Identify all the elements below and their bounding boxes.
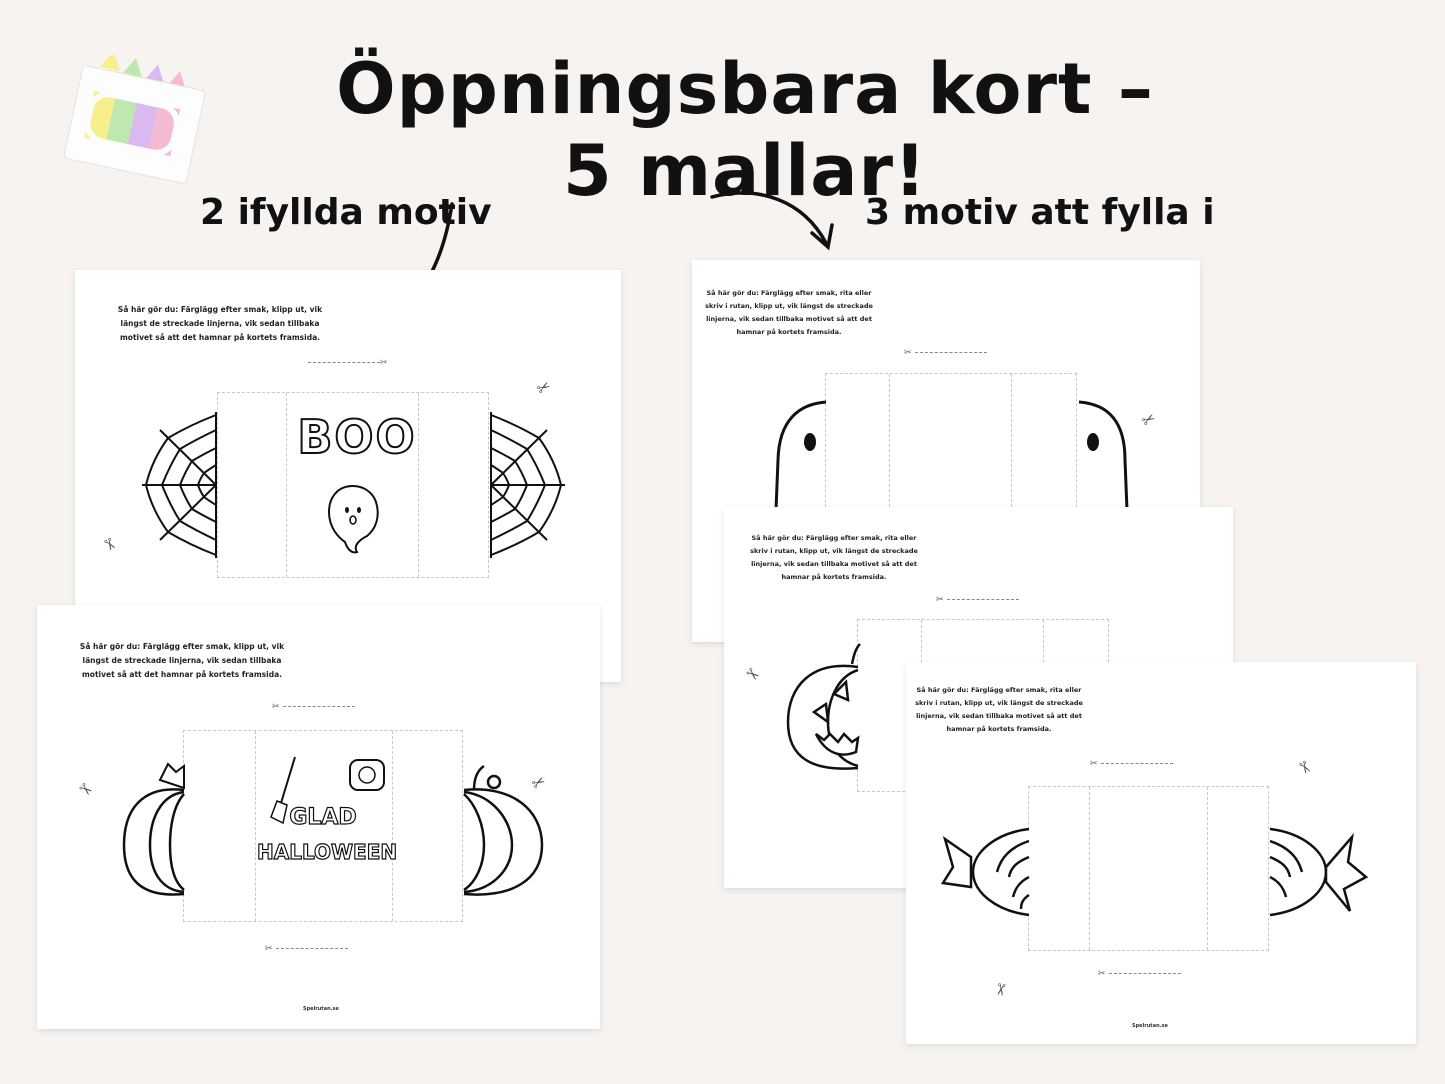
caption-filled-motifs: 2 ifyllda motiv xyxy=(200,192,492,233)
footer-text: Spelrutan.se xyxy=(303,1006,339,1012)
halloween-text: HALLOWEEN xyxy=(257,840,398,864)
card-sheet-candy xyxy=(906,662,1416,1044)
page-title: Öppningsbara kort – 5 mallar! xyxy=(336,48,1154,212)
scissors-icon: ✂ xyxy=(528,770,550,795)
scissors-icon: ✂ xyxy=(1138,407,1160,432)
scissors-icon: ✂ xyxy=(74,777,97,802)
instructions-text: Så här gör du: Färglägg efter smak, rita eller skriv i rutan, klipp ut, vik längst de streckade linjerna, vik sedan tillbaka motivet så att det hamnar på kortets framsida. xyxy=(915,686,1083,733)
pumpkin-left-icon xyxy=(122,760,186,900)
card-panel xyxy=(1028,786,1269,951)
glad-text: GLAD xyxy=(289,805,357,830)
cut-line: ✂ xyxy=(272,702,355,712)
spider-web-left-icon xyxy=(140,410,220,560)
scissors-icon: ✂ xyxy=(741,662,764,687)
jack-o-lantern-icon xyxy=(786,642,860,772)
candy-left-icon xyxy=(941,827,1031,917)
cut-line: ✂ xyxy=(936,595,1019,605)
candy-right-icon xyxy=(1268,827,1368,917)
cut-line: ✂ xyxy=(265,944,348,954)
scissors-icon: ✂ xyxy=(533,375,555,400)
ghost-left-icon xyxy=(774,400,828,510)
scissors-icon: ✂ xyxy=(990,981,1012,998)
footer-text: Spelrutan.se xyxy=(1132,1023,1168,1029)
instructions-text: Så här gör du: Färglägg efter smak, klipp ut, vik längst de streckade linjerna, vik sedan tillbaka motivet så att det hamnar på kortets framsida. xyxy=(79,642,285,679)
boo-text: BOO xyxy=(297,410,417,464)
arrow-down-right-icon xyxy=(708,185,838,255)
instructions-text: Så här gör du: Färglägg efter smak, klipp ut, vik längst de streckade linjerna, vik sedan tillbaka motivet så att det hamnar på kortets framsida. xyxy=(117,305,323,342)
scissors-icon: ✂ xyxy=(98,533,122,556)
cut-line: ✂ xyxy=(305,358,388,368)
ghost-right-icon xyxy=(1077,400,1131,510)
crayon-box-icon xyxy=(55,55,215,185)
instructions-text: Så här gör du: Färglägg efter smak, rita eller skriv i rutan, klipp ut, vik längst de streckade linjerna, vik sedan tillbaka motivet så att det hamnar på kortets framsida. xyxy=(750,534,918,581)
caption-blank-motifs: 3 motiv att fylla i xyxy=(865,192,1215,233)
cut-line: ✂ xyxy=(1098,969,1181,979)
spider-web-right-icon xyxy=(487,410,567,560)
candy-icon xyxy=(342,750,392,800)
ghost-icon xyxy=(325,482,381,556)
cut-line: ✂ xyxy=(904,348,987,358)
card-sheet-pumpkin xyxy=(37,605,600,1029)
instructions-text: Så här gör du: Färglägg efter smak, rita eller skriv i rutan, klipp ut, vik längst de streckade linjerna, vik sedan tillbaka motivet så att det hamnar på kortets framsida. xyxy=(705,289,873,336)
cut-line: ✂ xyxy=(1090,759,1173,769)
scissors-icon: ✂ xyxy=(1293,756,1317,779)
